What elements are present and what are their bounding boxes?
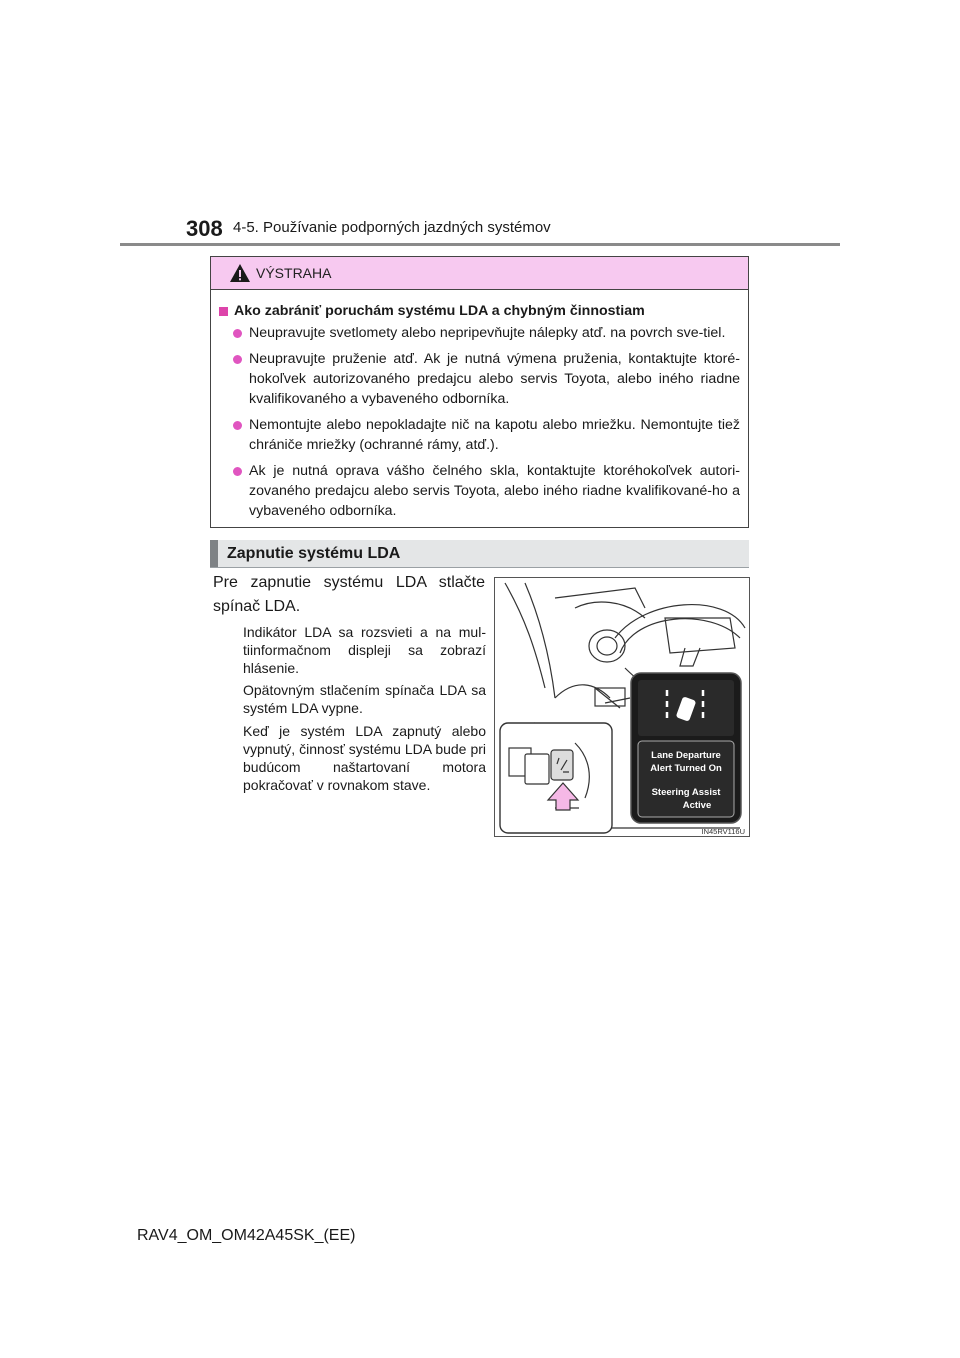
subsection-title: Zapnutie systému LDA <box>227 545 401 562</box>
intro-paragraph: Pre zapnutie systému LDA stlačte spínač LDA. <box>213 574 485 615</box>
warning-item: Nemontujte alebo nepokladajte nič na kapotu alebo mriežku. Nemontujte tiež chrániče mriežky (ochranné rámy, atď.). <box>233 415 740 455</box>
bullet-icon <box>233 329 242 338</box>
dashboard-illustration <box>495 578 750 837</box>
footer-manual-code: RAV4_OM_OM42A45SK_(EE) <box>137 1227 356 1244</box>
lda-message-line1: Lane Departure <box>651 750 721 761</box>
warning-box <box>210 256 749 528</box>
warning-body <box>211 290 748 521</box>
section-title: 4-5. Používanie podporných jazdných systémov <box>233 219 551 236</box>
header-rule <box>120 243 840 246</box>
warning-item: Ak je nutná oprava vášho čelného skla, kontaktujte ktoréhokoľvek autori-zovaného predajcu alebo servis Toyota, alebo iného riadne kvalifikované-ho a vybaveného odborníka. <box>233 461 740 521</box>
figure-code: IN45RV116U <box>701 827 745 836</box>
subsection-header <box>210 540 749 568</box>
warning-triangle-icon <box>229 263 251 283</box>
warning-header <box>211 257 748 290</box>
lda-switch-figure <box>494 577 750 837</box>
warning-heading: Ako zabrániť poruchám systému LDA a chybným činnostiam <box>219 301 740 321</box>
lda-message-line3: Steering Assist <box>651 787 721 798</box>
note-paragraph: Keď je systém LDA zapnutý alebo vypnutý, činnosť systému LDA bude pri budúcom naštartovaní motora pokračovať v rovnakom stave. <box>243 723 486 793</box>
warning-item: Neupravujte svetlomety alebo nepripevňujte nálepky atď. na povrch sve-tiel. <box>233 323 740 343</box>
warning-item: Neupravujte pruženie atď. Ak je nutná výmena pruženia, kontaktujte ktoré-hokoľvek autorizovaného predajcu alebo servis Toyota, alebo iného riadne kvalifikovaného a vybaveného odborníka. <box>233 349 740 409</box>
subsection-bar <box>210 540 218 567</box>
square-bullet-icon <box>219 307 228 316</box>
note-paragraph: Indikátor LDA sa rozsvieti a na mul-tiinformačnom displeji sa zobrazí hlásenie. <box>243 624 486 676</box>
bullet-icon <box>233 467 242 476</box>
page-number: 308 <box>186 216 223 241</box>
lda-message-line2: Alert Turned On <box>650 763 722 774</box>
warning-label: VÝSTRAHA <box>256 265 332 281</box>
lda-message-line4: Active <box>682 800 712 811</box>
bullet-icon <box>233 355 242 364</box>
note-paragraph: Opätovným stlačením spínača LDA sa systém LDA vypne. <box>243 682 486 716</box>
bullet-icon <box>233 421 242 430</box>
